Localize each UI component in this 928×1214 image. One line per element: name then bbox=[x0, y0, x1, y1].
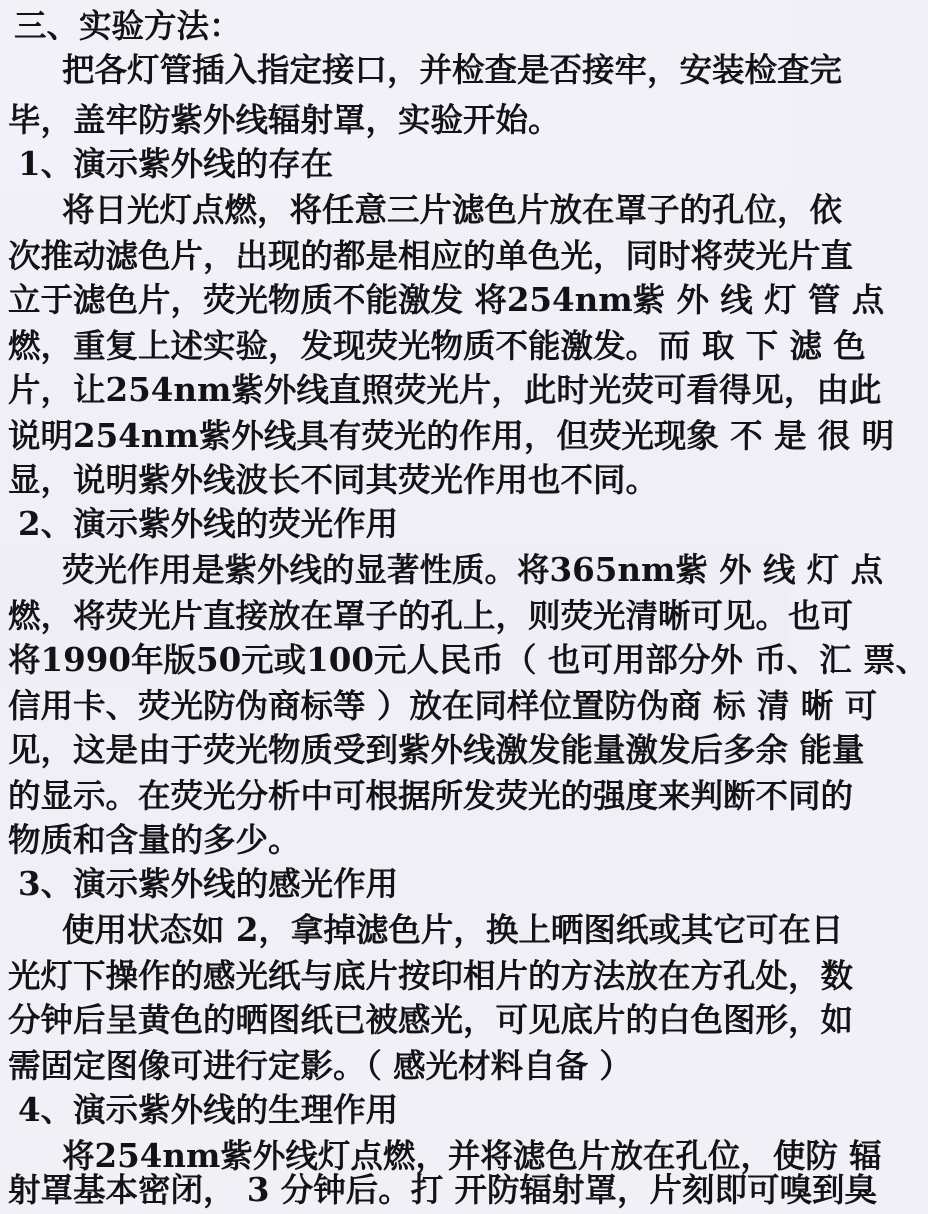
section-1-line-5: 片，让254nm紫外线直照荧光片，此时光荧可看得见，由此 bbox=[8, 370, 882, 409]
section-3-line-4: 需固定图像可进行定影。（ 感光材料自备 ） bbox=[8, 1046, 632, 1085]
section-2-line-2: 燃，将荧光片直接放在罩子的孔上，则荧光清晰可见。也可 bbox=[8, 596, 854, 635]
section-title: 三、实验方法： bbox=[14, 6, 242, 45]
section-1-line-4: 燃，重复上述实验，发现荧光物质不能激发。而 取 下 滤 色 bbox=[8, 326, 866, 365]
section-1-line-1: 将日光灯点燃，将任意三片滤色片放在罩子的孔位，依 bbox=[62, 190, 843, 229]
section-2-line-5: 见，这是由于荧光物质受到紫外线激发能量激发后多余 能量 bbox=[8, 730, 865, 769]
section-3-heading: 3、演示紫外线的感光作用 bbox=[18, 864, 399, 903]
section-2-line-7: 物质和含量的多少。 bbox=[8, 820, 301, 859]
section-2-line-6: 的显示。在荧光分析中可根据所发荧光的强度来判断不同的 bbox=[8, 776, 854, 815]
section-3-line-1: 使用状态如 2，拿掉滤色片，换上晒图纸或其它可在日 bbox=[62, 910, 844, 949]
section-2-line-4: 信用卡、荧光防伪商标等 ）放在同样位置防伪商 标 清 晰 可 bbox=[8, 686, 878, 725]
section-3-line-3: 分钟后呈黄色的晒图纸已被感光，可见底片的白色图形，如 bbox=[8, 1000, 854, 1039]
section-1-line-7: 显，说明紫外线波长不同其荧光作用也不同。 bbox=[8, 460, 659, 499]
section-4-line-2: 射罩基本密闭， 3 分钟后。打 开防辐射罩，片刻即可嗅到臭 bbox=[8, 1170, 878, 1209]
section-2-line-1: 荧光作用是紫外线的显著性质。将365nm紫 外 线 灯 点 bbox=[62, 550, 884, 589]
section-1-heading: 1、演示紫外线的存在 bbox=[18, 144, 334, 183]
section-1-line-3: 立于滤色片，荧光物质不能激发 将254nm紫 外 线 灯 管 点 bbox=[8, 280, 885, 319]
section-2-heading: 2、演示紫外线的荧光作用 bbox=[18, 504, 399, 543]
section-4-line-1: 将254nm紫外线灯点燃，并将滤色片放在孔位，使防 辐 bbox=[62, 1136, 882, 1175]
section-4-heading: 4、演示紫外线的生理作用 bbox=[18, 1090, 399, 1129]
section-1-line-6: 说明254nm紫外线具有荧光的作用，但荧光现象 不 是 很 明 bbox=[8, 416, 895, 455]
section-2-line-3: 将1990年版50元或100元人民币（ 也可用部分外 币、汇 票、 bbox=[8, 640, 928, 679]
intro-line-2: 毕，盖牢防紫外线辐射罩，实验开始。 bbox=[8, 100, 561, 139]
section-1-line-2: 次推动滤色片，出现的都是相应的单色光，同时将荧光片直 bbox=[8, 236, 854, 275]
intro-line-1: 把各灯管插入指定接口，并检查是否接牢，安装检查完 bbox=[62, 50, 843, 89]
section-3-line-2: 光灯下操作的感光纸与底片按印相片的方法放在方孔处，数 bbox=[8, 956, 854, 995]
